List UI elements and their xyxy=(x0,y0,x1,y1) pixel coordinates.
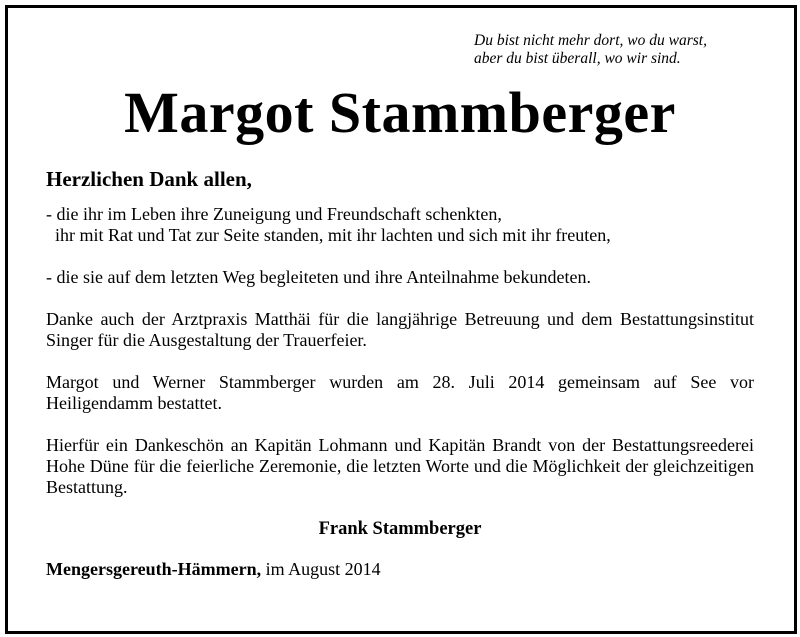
motto-quote xyxy=(474,32,707,68)
deceased-name: Margot Stammberger xyxy=(124,80,676,145)
bullet-2: - die sie auf dem letzten Weg begleiteten und ihre Anteilnahme bekundeten. xyxy=(46,267,592,287)
paragraph-thanks-captains: Hierfür ein Dankeschön an Kapitän Lohmann und Kapitän Brandt von der Bestattungsreederei Hohe Düne für die feierliche Zeremonie, die letzten Worte und die Möglichkeit der gleichzeitigen Bestattung. xyxy=(46,435,754,497)
motto-line-2: aber du bist überall, wo wir sind. xyxy=(474,50,681,67)
paragraph-arztpraxis: Danke auch der Arztpraxis Matthäi für die langjährige Betreuung und dem Bestattungsinstitut Singer für die Ausgestaltung der Trauerfeier. xyxy=(46,309,754,350)
signature: Frank Stammberger xyxy=(318,519,482,539)
bullet-1-line-1: - die ihr im Leben ihre Zuneigung und Freundschaft schenkten, xyxy=(46,204,502,224)
place-town: Mengersgereuth-Hämmern, xyxy=(46,559,262,579)
paragraph-burial-at-sea: Margot und Werner Stammberger wurden am 28. Juli 2014 gemeinsam auf See vor Heiligendamm bestattet. xyxy=(46,372,754,413)
bullet-1-line-2: ihr mit Rat und Tat zur Seite standen, mit ihr lachten und sich mit ihr freuten, xyxy=(55,225,611,245)
place-and-date xyxy=(46,559,754,580)
motto-line-1: Du bist nicht mehr dort, wo du warst, xyxy=(474,32,707,49)
notice-body xyxy=(46,166,754,580)
greeting-heading: Herzlichen Dank allen, xyxy=(46,167,252,191)
place-date: im August 2014 xyxy=(265,559,381,579)
